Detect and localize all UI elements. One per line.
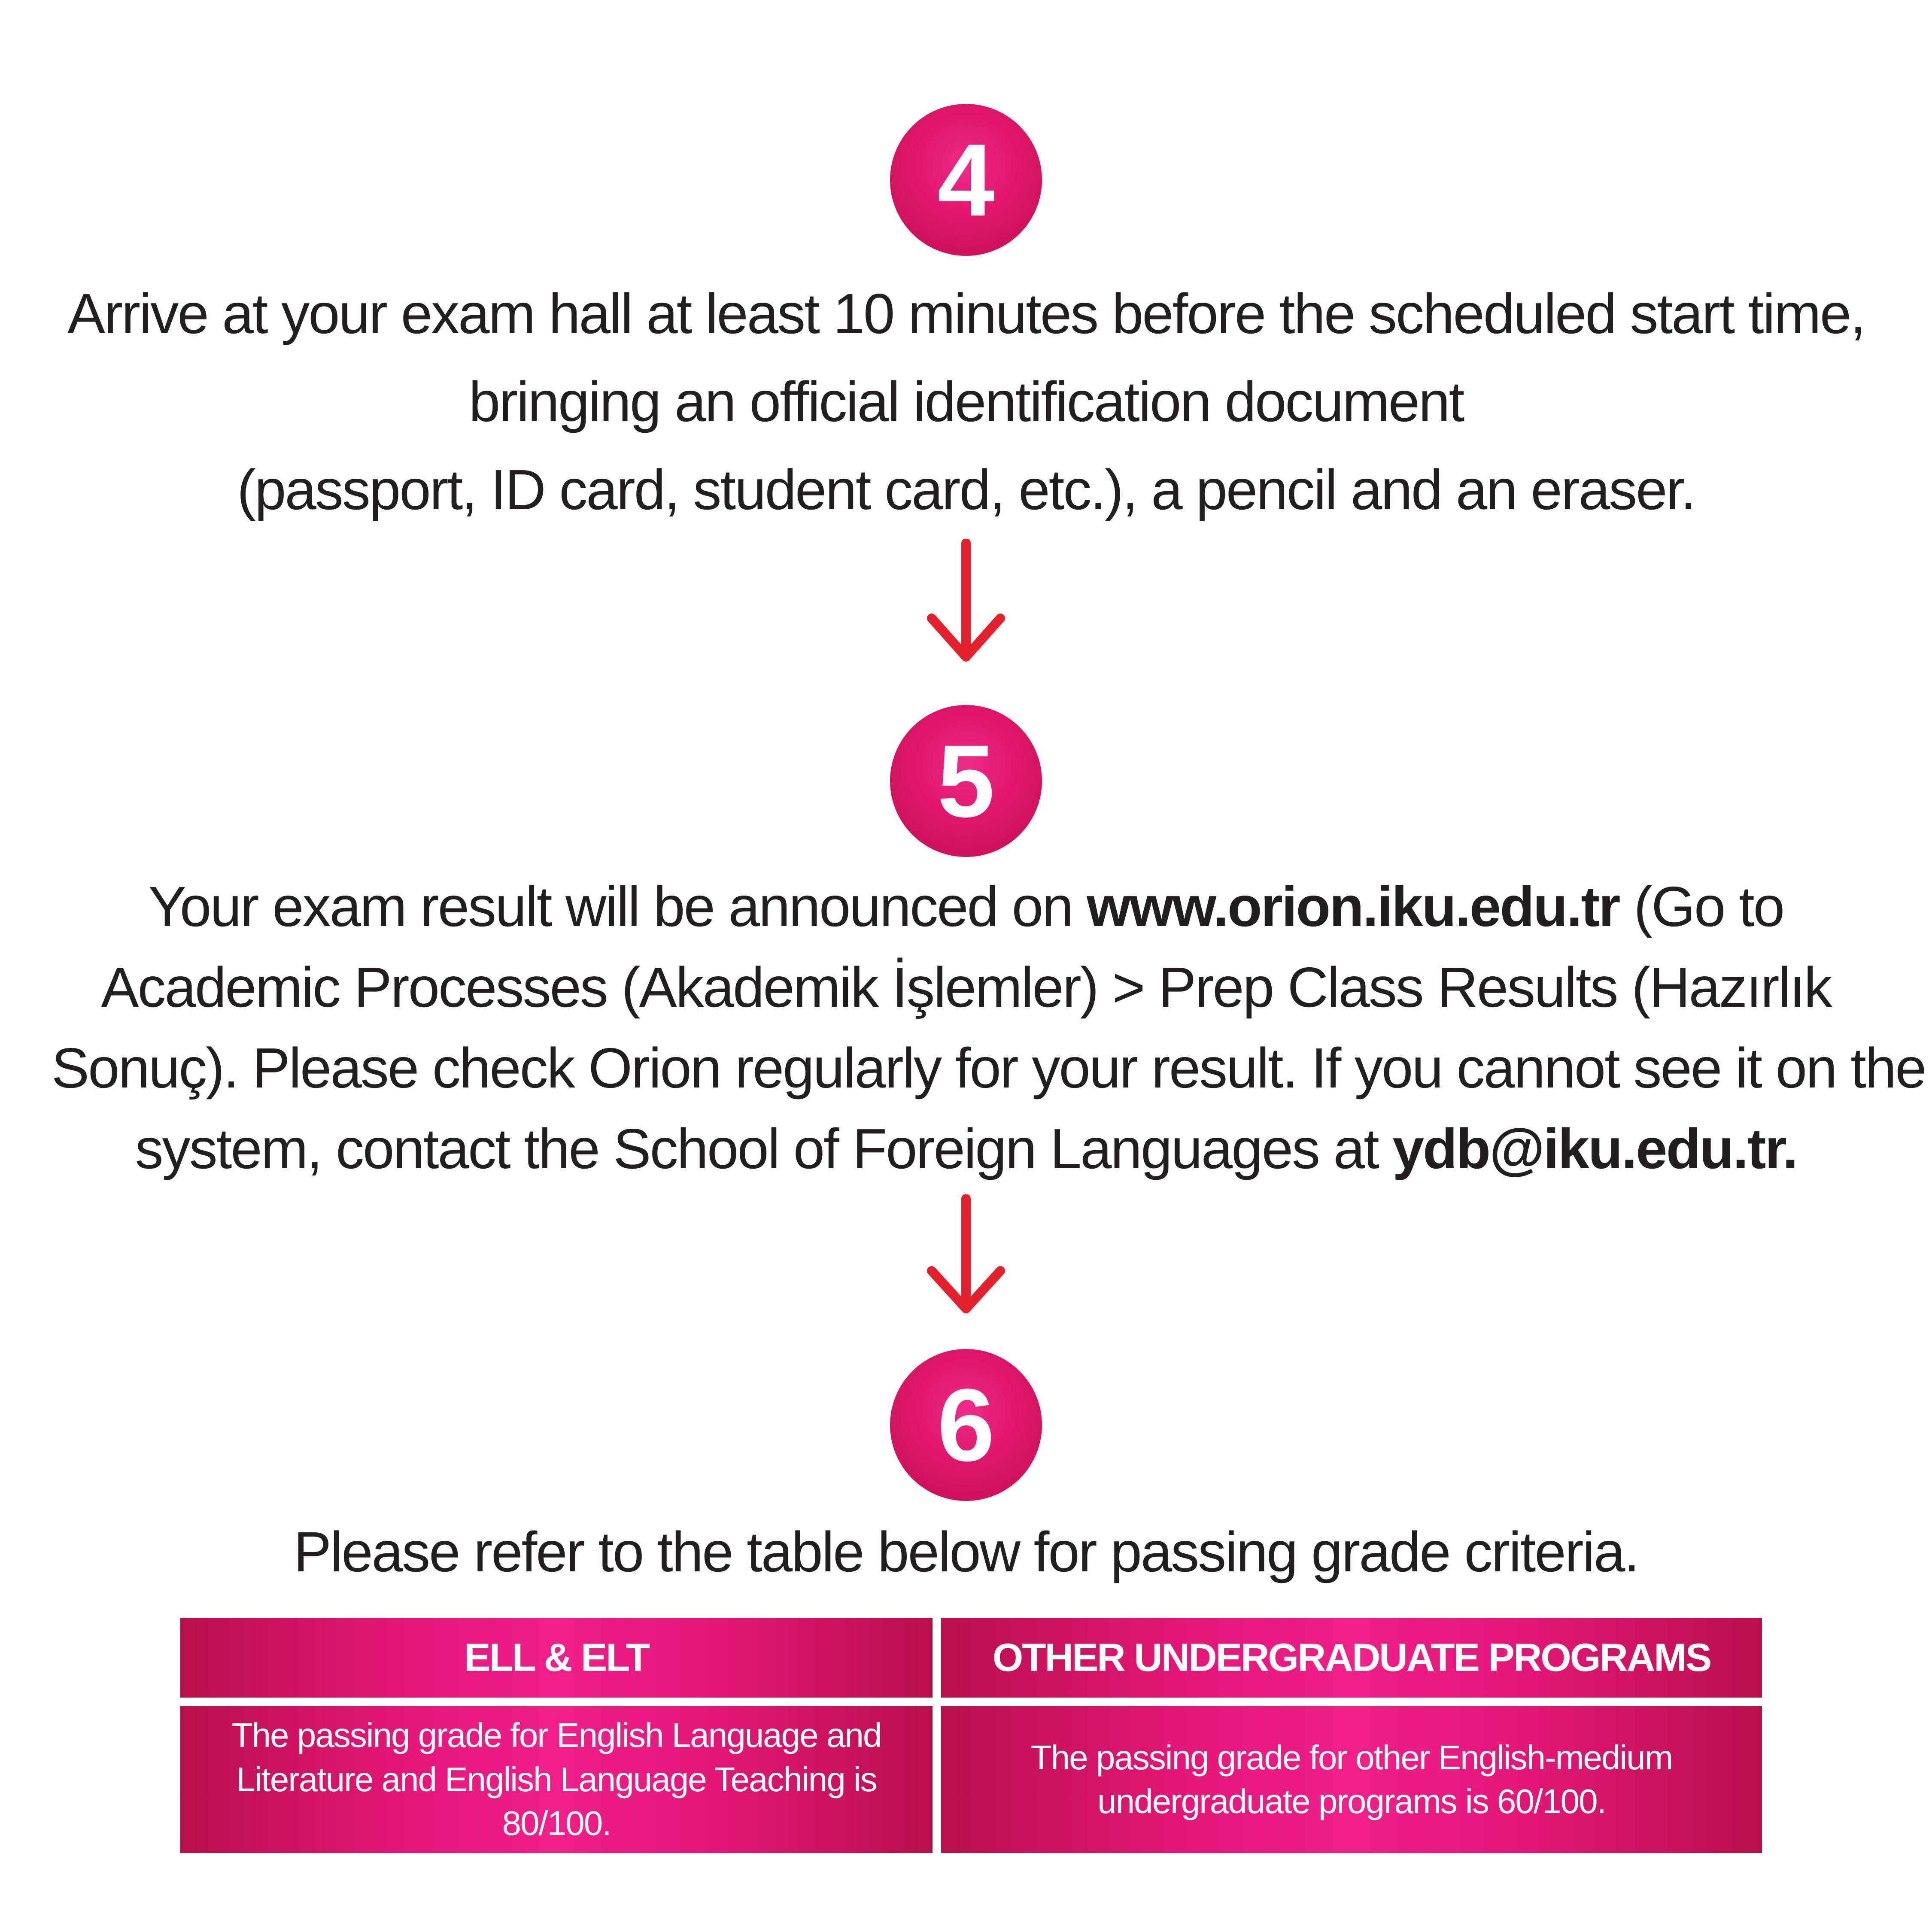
- step-6-number: 6: [937, 1367, 995, 1482]
- step-5-line-4-text: system, contact the School of Foreign Languages at: [135, 1117, 1393, 1180]
- step-6-line: Please refer to the table below for passing grade criteria.: [293, 1520, 1639, 1583]
- step-5-line-1: [52, 866, 1880, 947]
- table-cell-ell-elt: [180, 1706, 933, 1853]
- table-cell-other-programs-line-2: undergraduate programs is 60/100.: [1097, 1782, 1606, 1820]
- ydb-email-link[interactable]: ydb@iku.edu.tr.: [1392, 1117, 1797, 1180]
- table-header-other-programs: OTHER UNDERGRADUATE PROGRAMS: [941, 1618, 1762, 1698]
- step-4-number: 4: [937, 122, 995, 237]
- table-header-ell-elt: ELL & ELT: [180, 1618, 933, 1698]
- step-6-badge: [890, 1349, 1042, 1501]
- step-4-badge: [890, 104, 1042, 256]
- step-5-line-2: Academic Processes (Akademik İşlemler) > Prep Class Results (Hazırlık: [101, 956, 1831, 1019]
- step-5-line-3: Sonuç). Please check Orion regularly for your result. If you cannot see it on the: [52, 1036, 1926, 1100]
- table-cell-other-programs: [941, 1706, 1762, 1853]
- table-cell-ell-elt-line-1: The passing grade for English Language and: [231, 1716, 881, 1755]
- down-arrow-icon: [923, 1194, 1009, 1319]
- orion-link[interactable]: www.orion.iku.edu.tr: [1087, 875, 1619, 938]
- step-4-instructions: [52, 270, 1880, 534]
- step-6-instructions: [52, 1511, 1880, 1593]
- passing-grade-table: [180, 1618, 1762, 1853]
- step-5-line-4: [52, 1109, 1880, 1189]
- down-arrow-icon: [923, 539, 1009, 668]
- step-5-line-1-text: Your exam result will be announced on: [148, 875, 1087, 938]
- step-5-number: 5: [937, 723, 995, 838]
- step-4-line-1: Arrive at your exam hall at least 10 minutes before the scheduled start time,: [67, 282, 1865, 345]
- step-4-line-2: bringing an official identification document: [468, 370, 1464, 433]
- step-5-badge: [890, 705, 1042, 857]
- table-cell-ell-elt-line-2: Literature and English Language Teaching is 80/100.: [236, 1760, 877, 1843]
- table-cell-other-programs-line-1: The passing grade for other English-medium: [1030, 1738, 1673, 1777]
- step-5-instructions: [52, 866, 1926, 1189]
- step-4-line-3: (passport, ID card, student card, etc.), a pencil and an eraser.: [237, 458, 1695, 521]
- step-5-line-1-end: (Go to: [1619, 875, 1784, 938]
